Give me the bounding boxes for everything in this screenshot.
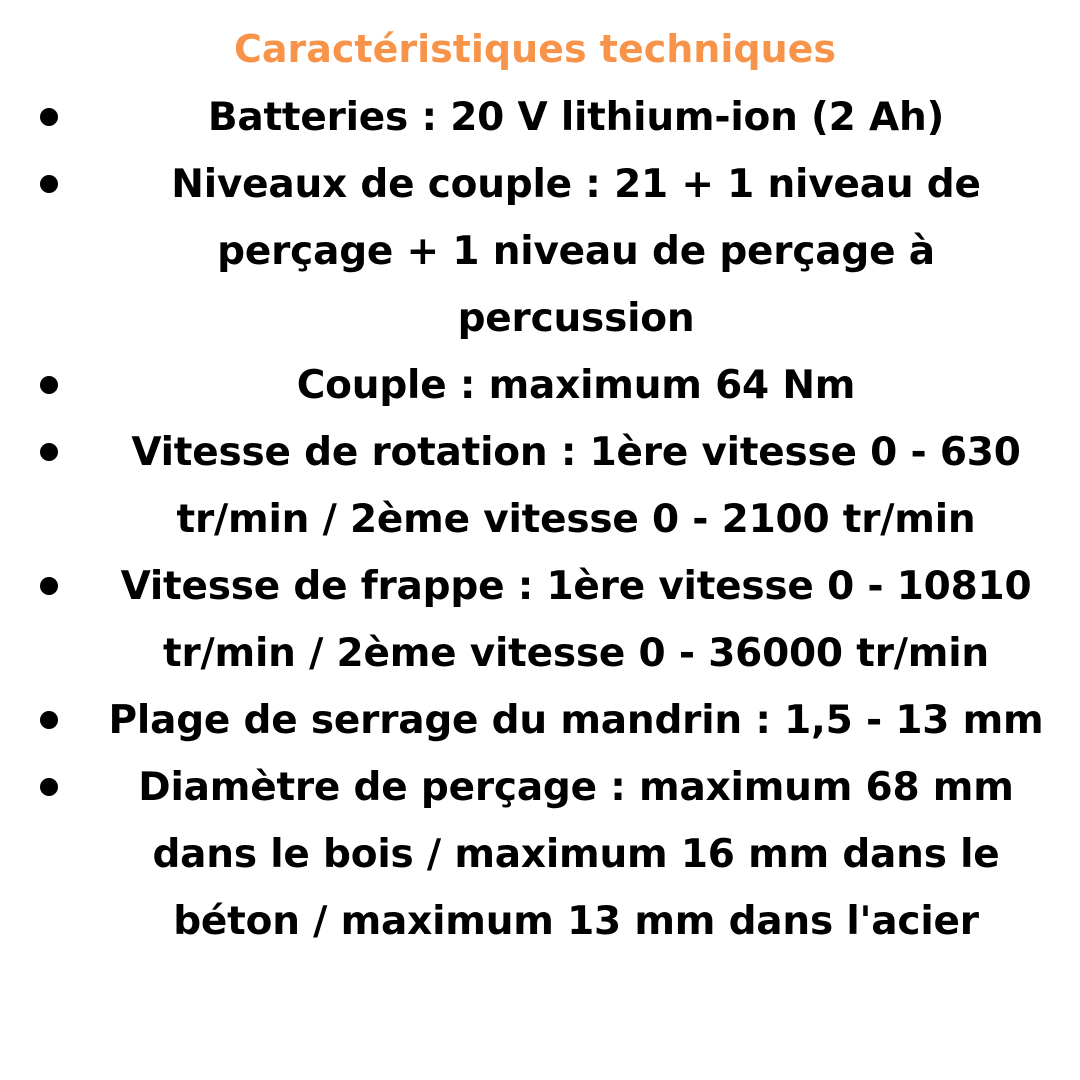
spec-list: [0, 84, 1080, 955]
spec-text: Batteries : 20 V lithium-ion (2 Ah): [207, 95, 945, 140]
bullet-icon: [40, 376, 58, 394]
list-item: [0, 553, 1052, 687]
page-title: Caractéristiques techniques: [233, 27, 837, 71]
list-item: [0, 754, 1052, 955]
bullet-icon: [40, 108, 58, 126]
list-item: [0, 352, 1052, 419]
spec-text: Diamètre de perçage : maximum 68 mm dans le bois / maximum 16 mm dans le béton / maximum 13 mm dans l'acier: [138, 765, 1014, 944]
spec-text: Niveaux de couple : 21 + 1 niveau de perçage + 1 niveau de perçage à percussion: [171, 162, 981, 341]
list-item: [0, 419, 1052, 553]
list-item: [0, 151, 1052, 352]
bullet-icon: [40, 443, 58, 461]
spec-text: Plage de serrage du mandrin : 1,5 - 13 mm: [108, 698, 1044, 743]
bullet-icon: [40, 711, 58, 729]
bullet-icon: [40, 175, 58, 193]
spec-text: Vitesse de rotation : 1ère vitesse 0 - 630 tr/min / 2ème vitesse 0 - 2100 tr/min: [131, 430, 1021, 542]
list-item: [0, 84, 1052, 151]
spec-text: Vitesse de frappe : 1ère vitesse 0 - 10810 tr/min / 2ème vitesse 0 - 36000 tr/min: [120, 564, 1032, 676]
bullet-icon: [40, 577, 58, 595]
spec-text: Couple : maximum 64 Nm: [296, 363, 856, 408]
bullet-icon: [40, 778, 58, 796]
list-item: [0, 687, 1052, 754]
